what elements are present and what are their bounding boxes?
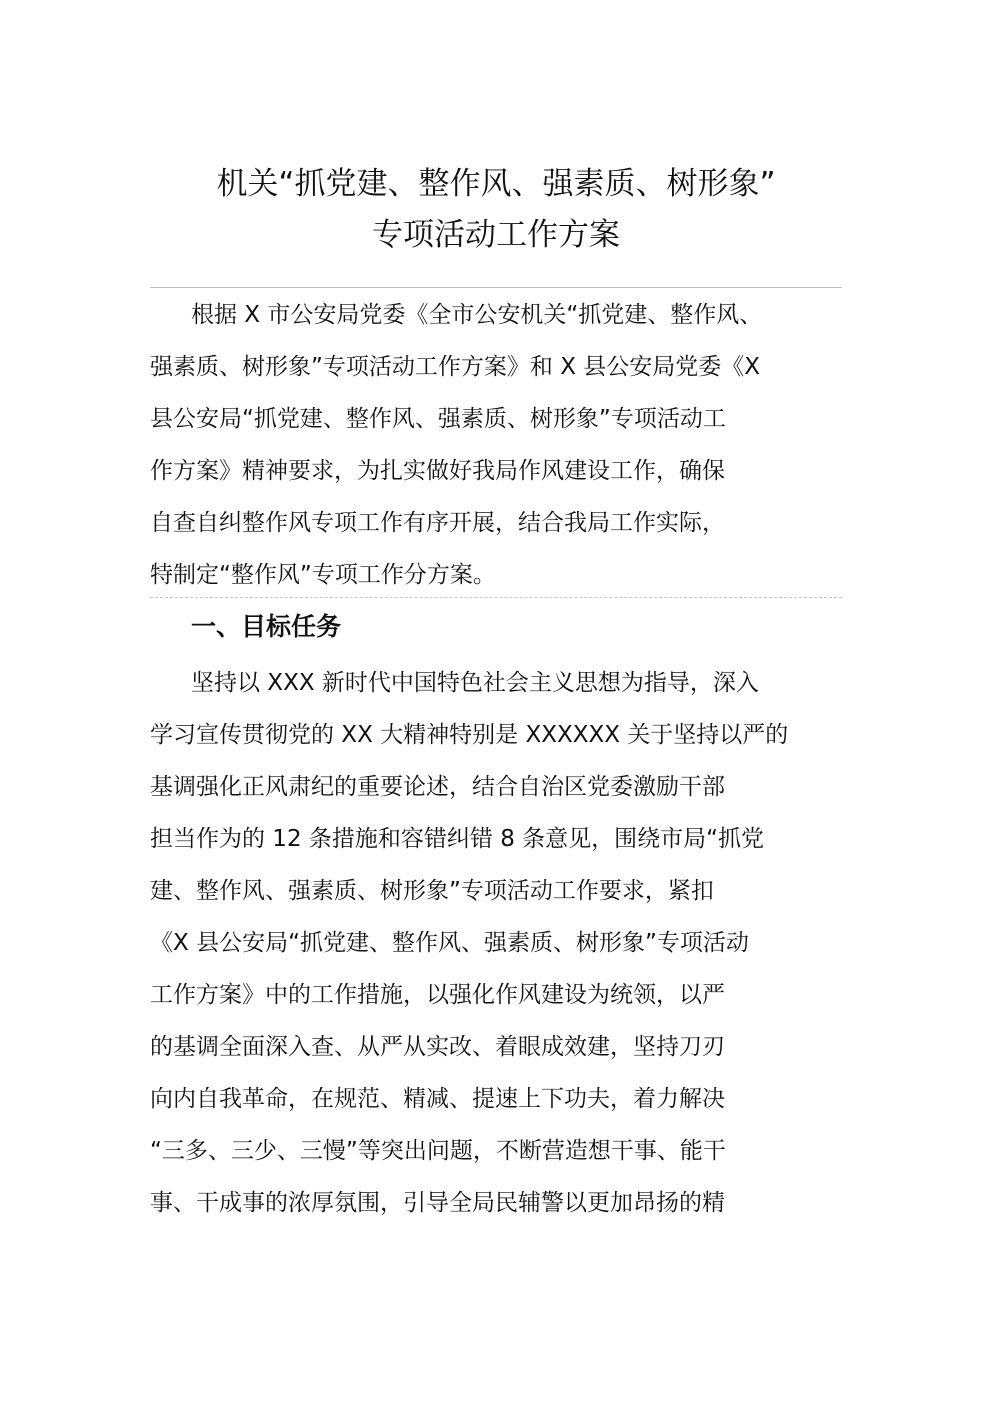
title-divider: [150, 287, 842, 288]
intro-paragraph-line-4: 作方案》精神要求，为扎实做好我局作风建设工作，确保: [150, 458, 725, 484]
section-1-line-8: 的基调全面深入查、从严从实改、着眼成效建，坚持刀刃: [150, 1034, 725, 1060]
document-title-line-1: 机关“抓党建、整作风、强素质、树形象”: [216, 166, 776, 202]
document-title-line-2: 专项活动工作方案: [372, 217, 620, 253]
section-1-line-7: 工作方案》中的工作措施，以强化作风建设为统领，以严: [150, 982, 725, 1008]
intro-paragraph-line-5: 自查自纠整作风专项工作有序开展，结合我局工作实际，: [150, 510, 725, 536]
section-1-line-9: 向内自我革命，在规范、精减、提速上下功夫，着力解决: [150, 1086, 725, 1112]
section-1-line-4: 担当作为的 12 条措施和容错纠错 8 条意见，围绕市局“抓党: [150, 826, 765, 852]
intro-paragraph-line-6: 特制定“整作风”专项工作分方案。: [150, 562, 496, 588]
section-1-line-2: 学习宣传贯彻党的 XX 大精神特别是 XXXXXX 关于坚持以严的: [150, 722, 789, 748]
intro-paragraph-line-1: 根据 X 市公安局党委《全市公安机关“抓党建、整作风、: [191, 302, 763, 328]
section-1-line-1: 坚持以 XXX 新时代中国特色社会主义思想为指导，深入: [191, 670, 759, 696]
section-divider: [150, 597, 842, 598]
section-1-line-3: 基调强化正风肃纪的重要论述，结合自治区党委激励干部: [150, 774, 725, 800]
section-1-line-11: 事、干成事的浓厚氛围，引导全局民辅警以更加昂扬的精: [150, 1190, 725, 1216]
section-1-heading: 一、目标任务: [191, 612, 342, 641]
section-1-line-6: 《X 县公安局“抓党建、整作风、强素质、树形象”专项活动: [150, 930, 749, 956]
intro-paragraph-line-2: 强素质、树形象”专项活动工作方案》和 X 县公安局党委《X: [150, 354, 761, 380]
section-1-line-10: “三多、三少、三慢”等突出问题，不断营造想干事、能干: [150, 1138, 726, 1164]
intro-paragraph-line-3: 县公安局“抓党建、整作风、强素质、树形象”专项活动工: [150, 406, 726, 432]
section-1-line-5: 建、整作风、强素质、树形象”专项活动工作要求，紧扣: [150, 878, 714, 904]
